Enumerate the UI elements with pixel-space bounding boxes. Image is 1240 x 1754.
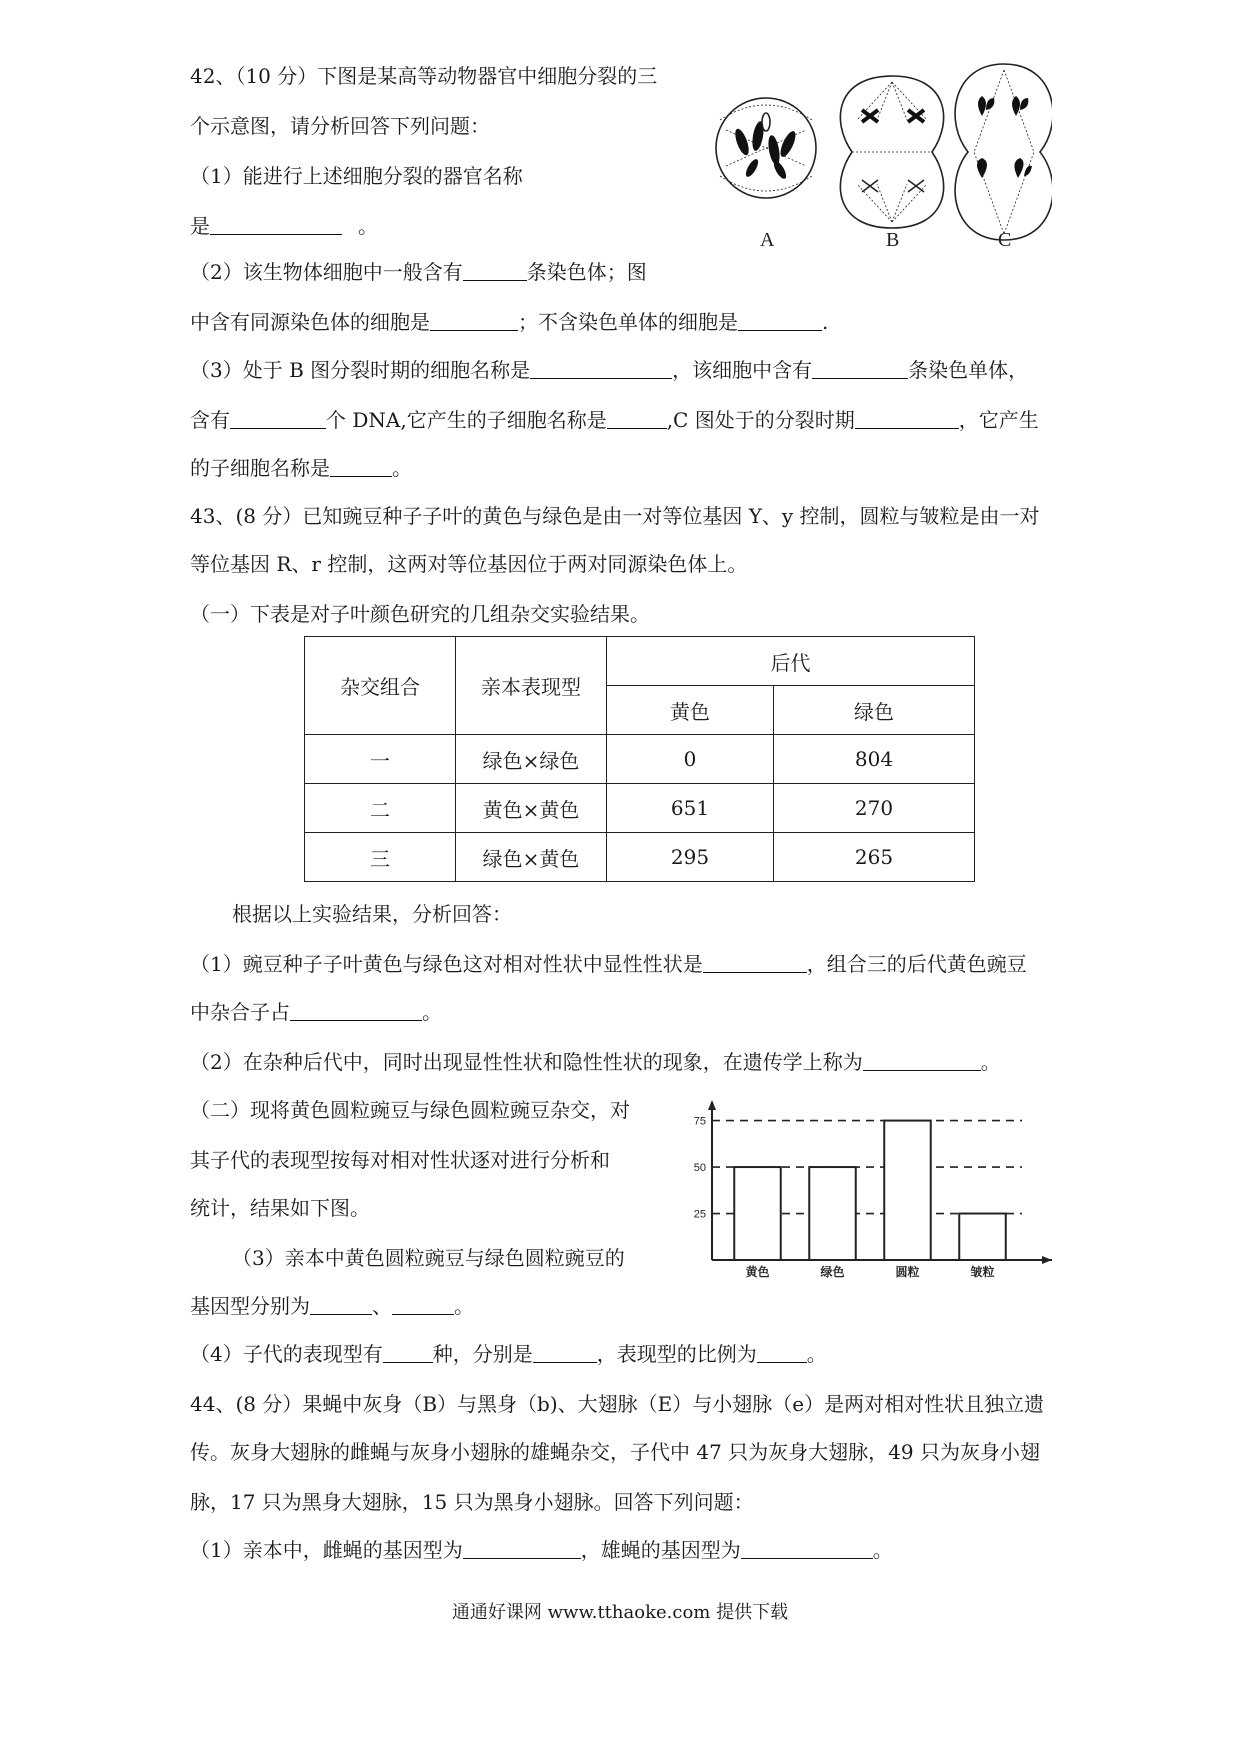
table-cell-parent: 绿色×黄色 <box>456 833 607 882</box>
q42-text: 中含有同源染色体的细胞是 <box>190 310 430 334</box>
q44-line-3: 脉，17 只为黑身大翅脉，15 只为黑身小翅脉。回答下列问题： <box>190 1490 754 1514</box>
answer-blank[interactable] <box>741 1538 873 1559</box>
q43-text: 。 <box>980 1050 1001 1074</box>
answer-blank[interactable] <box>607 408 667 429</box>
q42-line-8 <box>190 406 1039 434</box>
x-tick-label: 圆粒 <box>895 1265 920 1279</box>
q42-line-3: （1）能进行上述细胞分裂的器官名称 <box>190 164 523 188</box>
table-cell-yellow: 295 <box>607 833 774 882</box>
q43-text: 。 <box>806 1342 827 1366</box>
q43-line-11: （3）亲本中黄色圆粒豌豆与绿色圆粒豌豆的 <box>232 1246 625 1270</box>
table-cell-yellow: 651 <box>607 784 774 833</box>
answer-blank[interactable] <box>812 358 908 379</box>
cell-label-b: B <box>886 229 900 251</box>
q42-line-5 <box>190 258 647 286</box>
table-cell-combo: 二 <box>305 784 456 833</box>
answer-blank[interactable] <box>392 1294 454 1315</box>
answer-blank[interactable] <box>210 214 342 235</box>
answer-blank[interactable] <box>383 1342 433 1363</box>
q42-text: 。 <box>392 456 412 480</box>
q43-text: ，组合三的后代黄色豌豆 <box>806 952 1027 976</box>
q42-line-4 <box>190 212 378 240</box>
answer-blank[interactable] <box>330 456 392 477</box>
q42-line-6 <box>190 308 828 336</box>
q43-line-12 <box>190 1292 474 1320</box>
q44-text: （1）亲本中，雌蝇的基因型为 <box>190 1538 463 1562</box>
q43-line-13 <box>190 1340 827 1368</box>
q42-text: 含有 <box>190 408 230 432</box>
q43-text: （4）子代的表现型有 <box>190 1342 383 1366</box>
table-cell-combo: 一 <box>305 735 456 784</box>
q42-text: . <box>822 310 829 334</box>
answer-blank[interactable] <box>757 1342 807 1363</box>
answer-blank[interactable] <box>463 1538 581 1559</box>
q42-text: 个 DNA,它产生的子细胞名称是 <box>326 408 607 432</box>
x-tick-label: 黄色 <box>745 1265 770 1279</box>
answer-blank[interactable] <box>703 952 807 973</box>
table-cell-combo: 三 <box>305 833 456 882</box>
answer-blank[interactable] <box>230 408 326 429</box>
bar <box>884 1121 931 1260</box>
answer-blank[interactable] <box>533 1342 597 1363</box>
q44-line-1: 44、(8 分）果蝇中灰身（B）与黑身（b)、大翅脉（E）与小翅脉（e）是两对相对性状且独立遗 <box>190 1392 1045 1416</box>
q44-text: 。 <box>872 1538 893 1562</box>
q44-line-4 <box>190 1536 893 1564</box>
cross-results-table <box>304 636 975 882</box>
q44-text: ，雄蝇的基因型为 <box>580 1538 741 1562</box>
table-header-green: 绿色 <box>774 686 975 735</box>
q42-line-2: 个示意图，请分析回答下列问题： <box>190 114 490 138</box>
q43-text: 。 <box>454 1294 474 1318</box>
q43-line-9: 其子代的表现型按每对相对性状逐对进行分析和 <box>190 1148 610 1172</box>
answer-blank[interactable] <box>310 1294 372 1315</box>
cell-label-a: A <box>760 229 775 251</box>
cell-division-figure <box>712 60 1052 260</box>
q43-text: （2）在杂种后代中，同时出现显性性状和隐性性状的现象，在遗传学上称为 <box>190 1050 863 1074</box>
answer-blank[interactable] <box>738 310 822 331</box>
table-header-yellow: 黄色 <box>607 686 774 735</box>
table-cell-parent: 黄色×黄色 <box>456 784 607 833</box>
answer-blank[interactable] <box>463 260 527 281</box>
q43-line-5 <box>190 950 1027 978</box>
table-row <box>305 735 975 784</box>
cell-label-c: C <box>998 229 1012 251</box>
q43-text: 基因型分别为 <box>190 1294 310 1318</box>
cell-c-diagram <box>955 64 1052 240</box>
table-cell-yellow: 0 <box>607 735 774 784</box>
q43-line-1: 43、(8 分）已知豌豆种子子叶的黄色与绿色是由一对等位基因 Y、y 控制，圆粒与皱粒是由一对 <box>190 504 1040 528</box>
cell-a-diagram <box>716 98 816 198</box>
table-header-combo: 杂交组合 <box>305 637 456 735</box>
answer-blank[interactable] <box>430 310 518 331</box>
q43-text: ，表现型的比例为 <box>596 1342 757 1366</box>
y-tick-label: 50 <box>693 1162 706 1175</box>
q42-line-7 <box>190 356 1028 384</box>
table-cell-green: 265 <box>774 833 975 882</box>
bar <box>959 1214 1006 1260</box>
q43-line-10: 统计，结果如下图。 <box>190 1196 370 1220</box>
q43-text: 。 <box>422 1000 442 1024</box>
q42-text: ,C 图处于的分裂时期 <box>666 408 855 432</box>
q43-text: 种，分别是 <box>432 1342 533 1366</box>
q43-line-4: 根据以上实验结果，分析回答： <box>232 902 512 926</box>
q42-line-9 <box>190 454 412 482</box>
q43-line-6 <box>190 998 442 1026</box>
y-axis-arrow <box>708 1100 716 1110</box>
x-tick-label: 皱粒 <box>970 1265 995 1279</box>
table-cell-green: 270 <box>774 784 975 833</box>
table-row <box>305 784 975 833</box>
answer-blank[interactable] <box>863 1050 981 1071</box>
phenotype-bar-chart <box>682 1094 1062 1294</box>
q43-line-2: 等位基因 R、r 控制，这两对等位基因位于两对同源染色体上。 <box>190 552 748 576</box>
x-axis-arrow <box>1042 1256 1052 1264</box>
table-cell-parent: 绿色×绿色 <box>456 735 607 784</box>
cell-b-diagram <box>840 76 943 228</box>
q42-text: （3）处于 B 图分裂时期的细胞名称是 <box>190 358 531 382</box>
y-tick-label: 25 <box>693 1208 706 1221</box>
q42-text: 。 <box>358 214 378 238</box>
table-header-offspring: 后代 <box>607 637 975 686</box>
y-tick-label: 75 <box>693 1115 706 1128</box>
q43-text: 、 <box>372 1294 392 1318</box>
q42-line-1: 42、（10 分）下图是某高等动物器官中细胞分裂的三 <box>190 64 658 88</box>
q43-line-7 <box>190 1048 1001 1076</box>
q42-text: （2）该生物体细胞中一般含有 <box>190 260 463 284</box>
q42-text: ，它产生 <box>958 408 1039 432</box>
q44-line-2: 传。灰身大翅脉的雌蝇与灰身小翅脉的雄蝇杂交，子代中 47 只为灰身大翅脉，49 只为灰身小翅 <box>190 1440 1040 1464</box>
q42-text: ；不含染色单体的细胞是 <box>518 310 738 334</box>
q43-text: （1）豌豆种子子叶黄色与绿色这对相对性状中显性性状是 <box>190 952 703 976</box>
q42-text: 条染色体；图 <box>526 260 647 284</box>
answer-blank[interactable] <box>855 408 959 429</box>
q43-line-8: （二）现将黄色圆粒豌豆与绿色圆粒豌豆杂交，对 <box>190 1098 630 1122</box>
answer-blank[interactable] <box>530 358 672 379</box>
q42-text: ，该细胞中含有 <box>672 358 813 382</box>
page-footer: 通通好课网 www.tthaoke.com 提供下载 <box>451 1602 789 1623</box>
table-header-row <box>305 637 975 686</box>
answer-blank[interactable] <box>290 1000 422 1021</box>
table-header-parent: 亲本表现型 <box>456 637 607 735</box>
q42-text: 的子细胞名称是 <box>190 456 330 480</box>
table-cell-green: 804 <box>774 735 975 784</box>
table-row <box>305 833 975 882</box>
bar <box>734 1167 781 1260</box>
q42-text: 条染色单体， <box>908 358 1029 382</box>
q42-text: 是 <box>190 214 210 238</box>
q43-text: 中杂合子占 <box>190 1000 290 1024</box>
x-tick-label: 绿色 <box>820 1265 845 1279</box>
bar <box>809 1167 856 1260</box>
q43-line-3: （一）下表是对子叶颜色研究的几组杂交实验结果。 <box>190 602 650 626</box>
